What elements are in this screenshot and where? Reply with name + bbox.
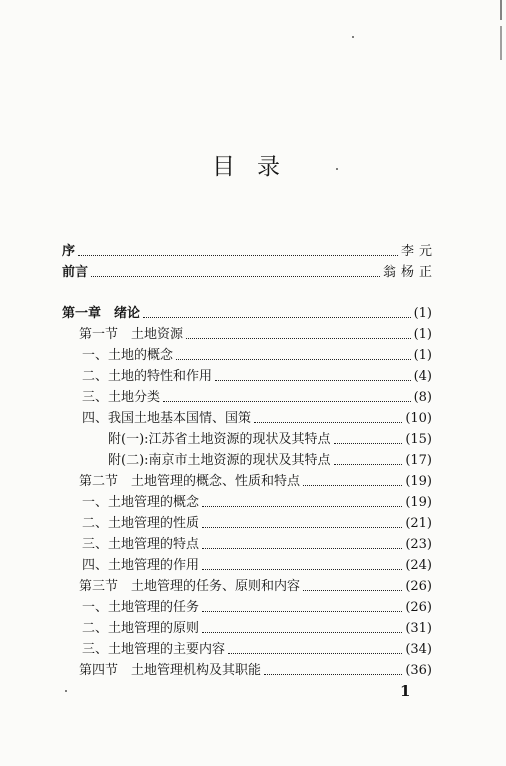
- toc-entry-page: (34): [405, 642, 432, 657]
- dot-leader: [215, 380, 411, 381]
- page-number: 1: [400, 682, 411, 700]
- toc-entry-page: (17): [405, 453, 432, 468]
- toc-entry-section[interactable]: [79, 578, 432, 596]
- dot-leader: [176, 359, 411, 360]
- toc-entry-item[interactable]: [82, 347, 432, 365]
- toc-entry-label: 二、土地管理的原则: [82, 621, 200, 636]
- dot-leader: [91, 276, 380, 277]
- toc-entry-item[interactable]: [82, 410, 432, 428]
- toc-entry-label: 第一节 土地资源: [79, 327, 184, 342]
- toc-entry-section[interactable]: [79, 326, 432, 344]
- toc-entry-item[interactable]: [82, 515, 432, 533]
- toc-entry-page: (26): [405, 600, 432, 615]
- toc-entry-label: 前言: [62, 265, 89, 280]
- toc-entry-page: (24): [405, 558, 432, 573]
- toc-entry-item[interactable]: [82, 599, 432, 617]
- dot-leader: [303, 590, 402, 591]
- dot-leader: [254, 422, 402, 423]
- toc-entry-item[interactable]: [82, 389, 432, 407]
- dot-leader: [143, 317, 411, 318]
- toc-entry-page: (4): [413, 369, 432, 384]
- toc-entry-item[interactable]: [82, 368, 432, 386]
- toc-entry-item[interactable]: [82, 536, 432, 554]
- scan-speck: [336, 168, 338, 170]
- scan-speck: [65, 690, 67, 692]
- toc-entry-label: 第一章 绪论: [62, 306, 141, 321]
- toc-entry-label: 三、土地管理的特点: [82, 537, 200, 552]
- toc-entry-page: (8): [413, 390, 432, 405]
- toc-entry-page: (1): [413, 306, 432, 321]
- toc-entry-item[interactable]: [82, 641, 432, 659]
- toc-entry-item[interactable]: [82, 557, 432, 575]
- toc-entry-item[interactable]: [82, 494, 432, 512]
- toc-entry-label: 序: [62, 244, 76, 259]
- dot-leader: [202, 527, 402, 528]
- toc-entry-label: 二、土地的特性和作用: [82, 369, 213, 384]
- toc-entry-page: (31): [405, 621, 432, 636]
- toc-entry-page: (36): [405, 663, 432, 678]
- toc-entry-item[interactable]: [82, 620, 432, 638]
- toc-entry-label: 一、土地的概念: [82, 348, 174, 363]
- toc-entry-preface[interactable]: [62, 243, 437, 261]
- dot-leader: [202, 506, 402, 507]
- toc-entry-page: (10): [405, 411, 432, 426]
- toc-entry-section[interactable]: [79, 662, 432, 680]
- dot-leader: [78, 255, 398, 256]
- toc-entry-label: 第二节 土地管理的概念、性质和特点: [79, 474, 301, 489]
- toc-entry-foreword[interactable]: [62, 264, 437, 282]
- toc-entry-chapter[interactable]: [62, 305, 432, 323]
- dot-leader: [228, 653, 402, 654]
- toc-entry-label: 四、土地管理的作用: [82, 558, 200, 573]
- dot-leader: [163, 401, 411, 402]
- dot-leader: [303, 485, 402, 486]
- toc-entry-page: (1): [413, 348, 432, 363]
- dot-leader: [186, 338, 411, 339]
- toc-entry-page: (26): [405, 579, 432, 594]
- toc-entry-appendix[interactable]: [108, 431, 432, 449]
- dot-leader: [202, 632, 402, 633]
- dot-leader: [202, 611, 402, 612]
- scan-edge-line: [500, 0, 502, 250]
- toc-entry-label: 四、我国土地基本国情、国策: [82, 411, 252, 426]
- toc-entry-label: 附(一):江苏省土地资源的现状及其特点: [108, 432, 331, 447]
- toc-entry-appendix[interactable]: [108, 452, 432, 470]
- toc-entry-page: (1): [413, 327, 432, 342]
- dot-leader: [334, 464, 403, 465]
- toc-entry-label: 第四节 土地管理机构及其职能: [79, 663, 262, 678]
- toc-entry-label: 三、土地分类: [82, 390, 161, 405]
- toc-entry-label: 一、土地管理的概念: [82, 495, 200, 510]
- toc-entry-page: (15): [405, 432, 432, 447]
- toc-entry-section[interactable]: [79, 473, 432, 491]
- toc-entry-label: 第三节 土地管理的任务、原则和内容: [79, 579, 301, 594]
- toc-entry-author: 翁杨正: [382, 265, 437, 280]
- page-title: 目录: [212, 154, 302, 180]
- toc-entry-author: 李元: [400, 244, 437, 259]
- dot-leader: [202, 548, 402, 549]
- toc-entry-page: (21): [405, 516, 432, 531]
- toc-entry-page: (19): [405, 474, 432, 489]
- dot-leader: [334, 443, 403, 444]
- dot-leader: [264, 674, 402, 675]
- toc-entry-page: (23): [405, 537, 432, 552]
- toc-entry-label: 二、土地管理的性质: [82, 516, 200, 531]
- toc-entry-label: 一、土地管理的任务: [82, 600, 200, 615]
- toc-entry-page: (19): [405, 495, 432, 510]
- scan-speck: [352, 36, 354, 38]
- dot-leader: [202, 569, 402, 570]
- toc-entry-label: 附(二):南京市土地资源的现状及其特点: [108, 453, 331, 468]
- toc-entry-label: 三、土地管理的主要内容: [82, 642, 226, 657]
